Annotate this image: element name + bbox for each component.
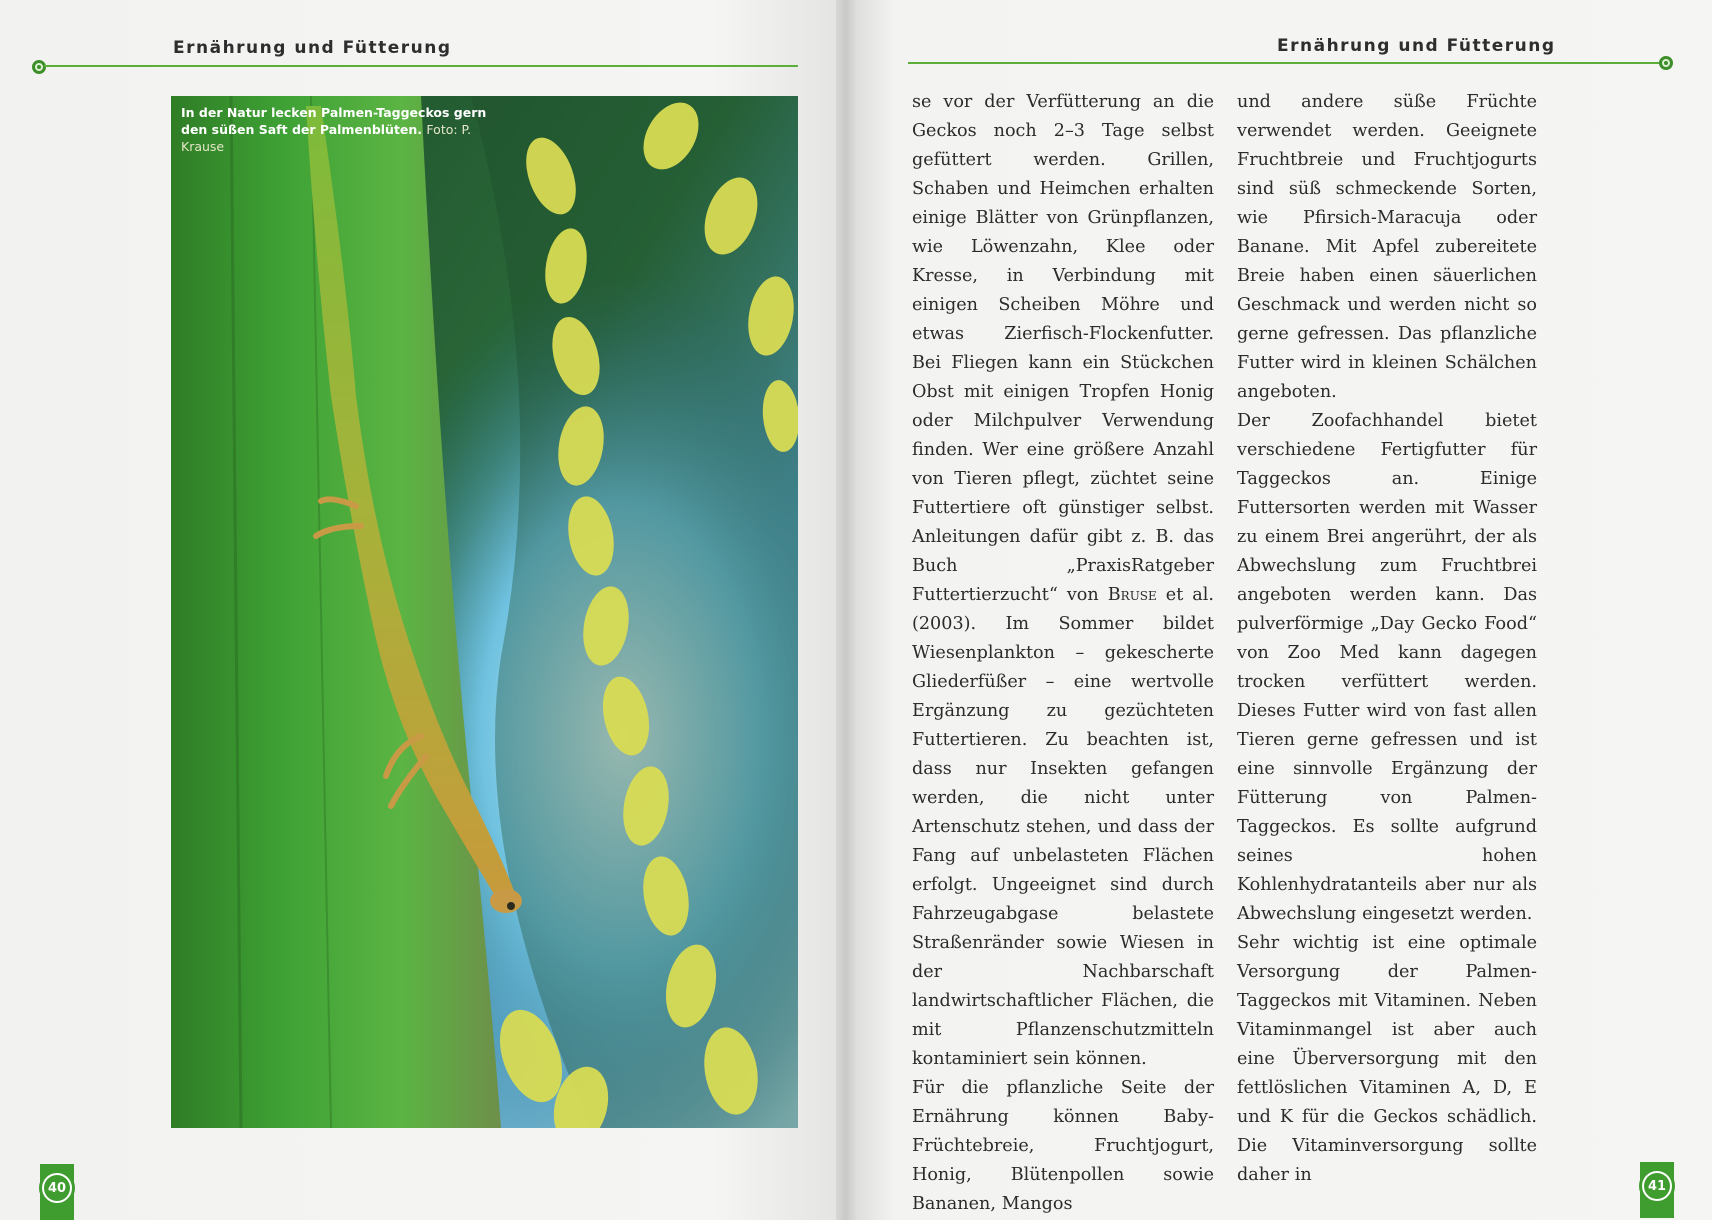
right-header-rule: [908, 62, 1662, 64]
left-page-number-tab: [40, 1164, 74, 1220]
left-page-number-badge: [39, 1170, 75, 1206]
caption-text: In der Natur lecken Palmen-Taggeckos gern den süßen Saft der Palmenblüten.: [181, 105, 487, 137]
gecko-illustration: [171, 96, 798, 1128]
paragraph: Der Zoofachhandel bietet verschiedene Fertigfutter für Taggeckos an. Einige Futtersorten werden mit Wasser zu einem Brei angerührt, der als Abwechslung zum Fruchtbrei angeboten werden kann. Das pulverförmige „Day Gecko Food“ von Zoo Med kann dagegen trocken verfüttert werden. Dieses Futter wird von fast allen Tieren gerne gefressen und ist eine sinnvolle Ergänzung der Fütterung von Palmen-Taggeckos. Es sollte aufgrund seines hohen Kohlenhydratanteils aber nur als Abwechslung eingesetzt werden.: [1237, 411, 1537, 924]
paragraph: Für die pflanzliche Seite der Ernährung können Baby-Früchtebreie, Fruchtjogurt, Honig, Blütenpollen sowie Bananen, Mangos: [912, 1078, 1214, 1214]
photo-caption: [181, 104, 511, 155]
left-rule-dot-icon: [32, 60, 46, 74]
paragraph: und andere süße Früchte verwendet werden. Geeignete Fruchtbreie und Fruchtjogurts sind süß schmeckende Sorten, wie Pfirsich-Maracuja oder Banane. Mit Apfel zubereitete Breie haben einen säuerlichen Geschmack und werden nicht so gerne gefressen. Das pflanzliche Futter wird in kleinen Schälchen angeboten.: [1237, 92, 1537, 402]
paragraph: [912, 88, 1214, 1074]
paragraph-text: et al. (2003). Im Sommer bildet Wiesenplankton – gekescherte Gliederfüßer – eine wertvolle Ergänzung zu gezüchteten Futtertieren. Zu beachten ist, dass nur Insekten gefangen werden, die nicht unter Artenschutz stehen, und dass der Fang auf unbelasteten Flächen erfolgt. Ungeeignet sind durch Fahrzeugabgase belastete Straßenränder sowie Wiesen in der Nachbarschaft landwirtschaftlicher Flächen, die mit Pflanzenschutzmitteln kontaminiert sein können.: [912, 585, 1214, 1069]
gecko-photo: [171, 96, 798, 1128]
left-page-number: 40: [44, 1175, 70, 1201]
text-column-1: [912, 88, 1214, 1219]
right-page-number-badge: [1639, 1168, 1675, 1204]
paragraph-text: se vor der Verfütterung an die Geckos noch 2–3 Tage selbst gefüttert werden. Grillen, Schaben und Heimchen erhalten einige Blätter von Grünpflanzen, wie Löwenzahn, Klee oder Kresse, in Verbindung mit einigen Scheiben Möhre und etwas Zierfisch-Flockenfutter. Bei Fliegen kann ein Stückchen Obst mit einigen Tropfen Honig oder Milchpulver Verwendung finden. Wer eine größere Anzahl von Tieren pflegt, züchtet seine Futtertiere oft günstiger selbst. Anleitungen dafür gibt z. B. das Buch „PraxisRatgeber Futtertierzucht“ von: [912, 92, 1214, 605]
book-gutter: [836, 0, 856, 1220]
left-header-rule: [44, 65, 798, 67]
right-running-head: Ernährung und Fütterung: [1277, 36, 1556, 56]
paragraph: Sehr wichtig ist eine optimale Versorgung der Palmen-Taggeckos mit Vitaminen. Neben Vitaminmangel ist aber auch eine Überversorgung mit den fettlöslichen Vitaminen A, D, E und K für die Geckos schädlich. Die Vitaminversorgung sollte daher in: [1237, 933, 1537, 1185]
right-page-number: 41: [1644, 1173, 1670, 1199]
right-page-number-tab: [1640, 1162, 1674, 1218]
right-rule-dot-icon: [1659, 56, 1673, 70]
author-name: Bruse: [1107, 585, 1157, 605]
photo-credit: Foto: P. Krause: [181, 122, 472, 154]
text-column-2: [1237, 88, 1537, 1190]
left-running-head: Ernährung und Fütterung: [173, 38, 452, 58]
